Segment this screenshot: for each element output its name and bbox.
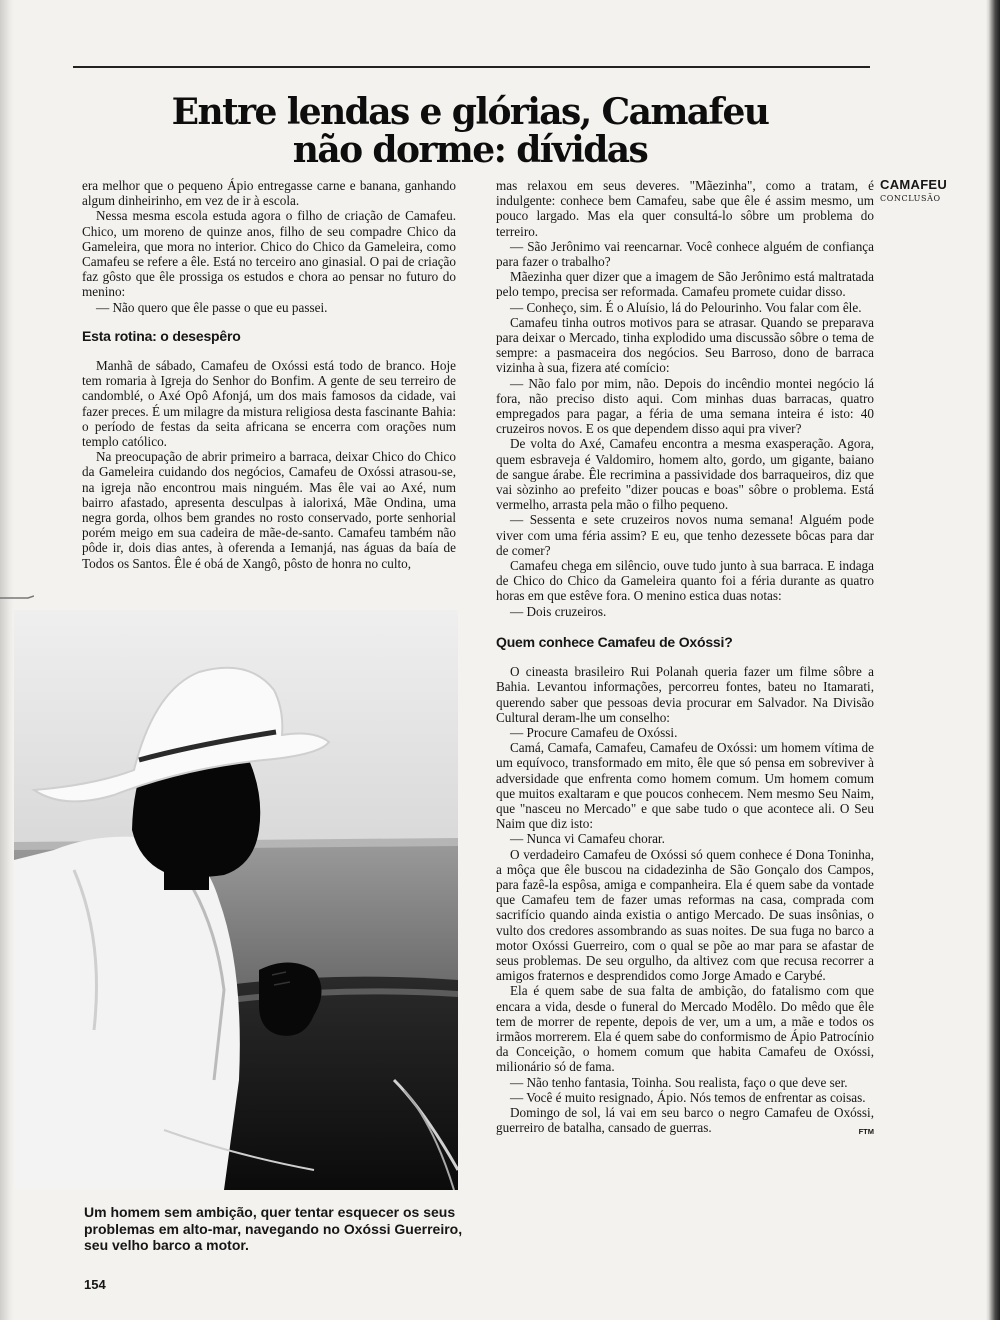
paragraph-final (496, 1105, 874, 1135)
paragraph: — Conheço, sim. É o Aluísio, lá do Pelourinho. Vou falar com êle. (510, 299, 862, 315)
paragraph: — Não quero que êle passe o que eu passei. (96, 299, 328, 315)
paragraph: — Não tenho fantasia, Toinha. Sou realista, faço o que deve ser. (510, 1074, 848, 1090)
side-tag-subtitle: CONCLUSÃO (880, 194, 941, 203)
paragraph: Ela é quem sabe de sua falta de ambição, do fatalismo com que encara a vida, desde o funeral do Mercado Modêlo. Do mêdo que êle tem de morrer de repente, depois de ver, um a um, a mãe e todos os irmãos morrerem. Ela é quem sabe do conformismo de Ápio Patrocínio da Conceição, o homem comum que habita Camafeu de Oxóssi, milionário só de fama. (496, 983, 874, 1075)
paragraph: — Sessenta e sete cruzeiros novos numa semana! Alguém pode viver com uma féria assim? E eu, que tenho dezessete bôcas para dar de comer? (496, 512, 874, 558)
paragraph: — Dois cruzeiros. (510, 603, 607, 619)
right-column (496, 178, 874, 1139)
subhead-esta-rotina: Esta rotina: o desespêro (82, 327, 241, 344)
end-mark: FTM (858, 1127, 874, 1137)
photo-camafeu-boat (14, 610, 458, 1190)
paragraph: Nessa mesma escola estuda agora o filho de criação de Camafeu. Chico, um moreno de quinze anos, filho de seu compadre Chico da Gameleira, que mora no interior. Chico do Chico da Gameleira, como Camafeu se refere a êle. Está no terceiro ano ginasial. O pai de criação faz gôsto que êle prossiga os estudos e chora ao pensar no futuro do menino: (82, 208, 456, 300)
paragraph: — Você é muito resignado, Ápio. Nós temos de enfrentar as coisas. (510, 1089, 866, 1105)
paragraph: — Nunca vi Camafeu chorar. (510, 831, 665, 847)
paragraph: — Não falo por mim, não. Depois do incêndio montei negócio lá fora, não preciso disto aqui. Com minhas duas barracas, quatro empregados para pagar, a féria de uma semana inteira é isto: 40 cruzeiros novos. E os que dependem disso aqui pra viver? (496, 375, 874, 437)
paragraph: — Procure Camafeu de Oxóssi. (510, 724, 678, 740)
headline-line-1: Entre lendas e glórias, Camafeu (171, 91, 769, 133)
headline (100, 93, 840, 169)
left-column (82, 178, 456, 571)
paragraph: Camafeu chega em silêncio, ouve tudo junto à sua barraca. E indaga de Chico do Chico da Gameleira quanto foi a féria durante as quatro horas em que estêve fora. O menino estica duas notas: (496, 558, 874, 604)
paragraph: De volta do Axé, Camafeu encontra a mesma exasperação. Agora, quem esbraveja é Valdomiro, homem alto, gordo, um gigante, baiano de sangue árabe. Êle recrimina a passividade dos barraqueiros, diz que vai sòzinho ao prefeito "dizer poucas e boas" sôbre o problema. Está vermelho, arrasta pela mão o filho pequeno. (496, 436, 874, 513)
photo-caption: Um homem sem ambição, quer tentar esquecer os seus problemas em alto-mar, navegando no Oxóssi Guerreiro, seu velho barco a motor. (84, 1204, 463, 1253)
page-right-edge (986, 0, 1000, 1320)
paragraph: O verdadeiro Camafeu de Oxóssi só quem conhece é Dona Toninha, a môça que êle buscou na cidadezinha de São Gonçalo dos Campos, para fazê-la espôsa, amiga e companheira. Ela é quem sabe da vontade que Camafeu tem de fazer umas reformas na casa, comprada com sacrifício quando ainda existia o antigo Mercado. De suas insônias, o vulto dos credores assombrando as suas noites. De sua fuga no barco a motor Oxóssi Guerreiro, com o qual se põe ao mar para se afastar de seus problemas. De seu orgulho, da altivez com que recusa recorrer a amigos fraternos e desprendidos como Jorge Amado e Carybé. (496, 846, 874, 984)
paragraph: Camá, Camafa, Camafeu, Camafeu de Oxóssi: um homem vítima de um equívoco, transformado em mito, êle que só pensa em sobreviver à adversidade que enfrenta como homem comum. Um homem comum que muitos exaltaram e que poucos conhecem. Nem mesmo Seu Naim, que "nasceu no Mercado" e que sabe tudo o que acontece ali. O Seu Naim que diz isto: (496, 740, 874, 832)
page-left-edge (0, 0, 14, 1320)
paragraph: mas relaxou em seus deveres. "Mãezinha", como a tratam, é indulgente: conhece bem Camafeu, sabe que êle é assim mesmo, um pouco largado. Mas ela quer consultá-lo sôbre um problema do terreiro. (496, 178, 874, 239)
paragraph: O cineasta brasileiro Rui Polanah queria fazer um filme sôbre a Bahia. Levantou informações, percorreu fontes, bateu no Itamarati, querendo saber que pessoas devia procurar em Salvador. Na Divisão Cultural deram-lhe um conselho: (496, 664, 874, 725)
page-number: 154 (84, 1277, 106, 1292)
headline-line-2: não dorme: dívidas (292, 129, 648, 171)
top-rule (73, 66, 870, 68)
paragraph: Manhã de sábado, Camafeu de Oxóssi está todo de branco. Hoje tem romaria à Igreja do Senhor do Bonfim. A gente de seu terreiro de candomblé, o Axé Opô Afonjá, um dos mais famosos da cidade, vai fazer preces. É um milagre da mistura religiosa desta fascinante Bahia: o período de festas da seita africana se encerra com orações num templo católico. (82, 358, 456, 450)
final-sentence: Domingo de sol, lá vai em seu barco o negro Camafeu de Oxóssi, guerreiro de batalha, cansado de guerras. (496, 1104, 874, 1136)
paragraph: Mãezinha quer dizer que a imagem de São Jerônimo está maltratada pelo tempo, precisa ser reformada. Camafeu promete cuidar disso. (496, 269, 874, 300)
paragraph: — São Jerônimo vai reencarnar. Você conhece alguém de confiança para fazer o trabalho? (496, 238, 874, 270)
side-tag (880, 177, 947, 203)
subhead-quem-conhece: Quem conhece Camafeu de Oxóssi? (496, 633, 733, 650)
paragraph: era melhor que o pequeno Ápio entregasse carne e banana, ganhando algum dinheirinho, em vez de ir à escola. (82, 178, 456, 209)
side-tag-title: CAMAFEU (880, 177, 948, 192)
paragraph: Na preocupação de abrir primeiro a barraca, deixar Chico do Chico da Gameleira cuidando dos negócios, Camafeu de Oxóssi atrasou-se, na igreja não encontrou mais ninguém. Mas êle vai ao Axé, num bairro afastado, apresenta desculpas à ialorixá, Mãe Ondina, uma negra gorda, olhos bem grandes no rosto conservado, porte senhorial porém meigo em sua cadeira de mãe-de-santo. Camafeu também não pôde ir, dois dias antes, à oferenda a Iemanjá, nas águas da baía de Todos os Santos. Êle é obá de Xangô, pôsto de honra no culto, (82, 449, 456, 571)
margin-mark (0, 594, 34, 602)
paragraph: Camafeu tinha outros motivos para se atrasar. Quando se preparava para deixar o Mercado, tinha explodido uma discussão sôbre o tema de sempre: a pasmaceira dos negócios. Seu Barroso, dono de barraca vizinha à sua, fizera até comício: (496, 314, 874, 376)
